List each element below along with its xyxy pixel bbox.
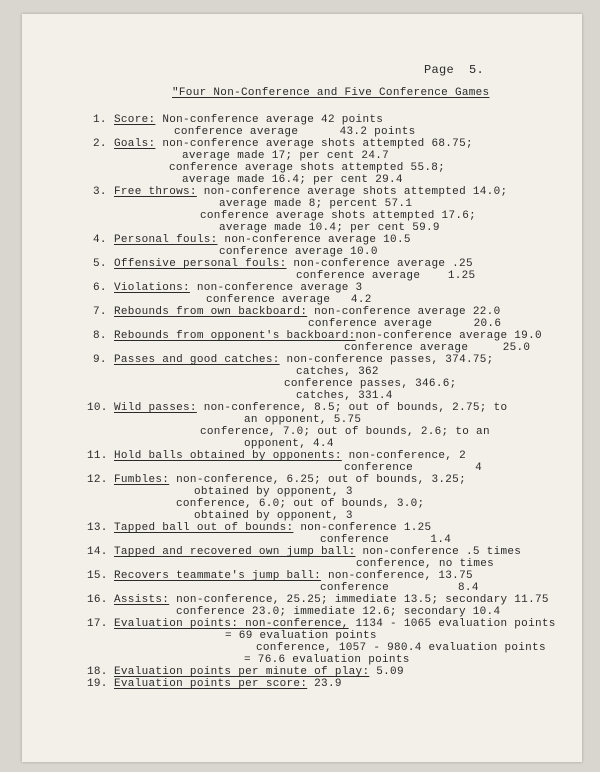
- item-10-number: 10.: [87, 402, 108, 414]
- item-1-number: 1.: [93, 114, 107, 126]
- item-3-line: non-conference average shots attempted 14.0;: [196, 186, 508, 198]
- item-11-line: non-conference, 2: [341, 450, 466, 462]
- item-12-number: 12.: [87, 474, 108, 486]
- item-16: [114, 594, 549, 606]
- item-13-line: non-conference 1.25: [293, 522, 432, 534]
- item-3-label: Free throws:: [114, 186, 197, 198]
- item-8-line: non-conference average 19.0: [355, 330, 542, 342]
- item-11-label: Hold balls obtained by opponents:: [114, 450, 342, 462]
- item-17-line: = 76.6 evaluation points: [244, 654, 410, 666]
- item-2-label: Goals:: [114, 138, 156, 150]
- page-number: Page 5.: [424, 63, 485, 77]
- item-15-line: non-conference, 13.75: [321, 570, 473, 582]
- item-1-label: Score:: [114, 114, 156, 126]
- item-11-number: 11.: [87, 450, 108, 462]
- item-8-line: conference average 25.0: [344, 342, 531, 354]
- item-19-line: 23.9: [307, 678, 342, 690]
- item-4: [114, 234, 411, 246]
- item-12: [114, 474, 466, 486]
- item-6-label: Violations:: [114, 282, 190, 294]
- item-17-line: 1134 - 1065 evaluation points: [348, 618, 556, 630]
- item-9: [114, 354, 494, 366]
- item-19: [114, 678, 342, 690]
- item-14-line: conference, no times: [356, 558, 495, 570]
- item-7-number: 7.: [93, 306, 107, 318]
- item-1: [114, 114, 383, 126]
- item-14-number: 14.: [87, 546, 108, 558]
- item-9-line: conference passes, 346.6;: [284, 378, 457, 390]
- item-10-line: an opponent, 5.75: [244, 414, 362, 426]
- item-2: [114, 138, 473, 150]
- item-12-line: conference, 6.0; out of bounds, 3.0;: [176, 498, 425, 510]
- item-7-label: Rebounds from own backboard:: [114, 306, 308, 318]
- item-9-label: Passes and good catches:: [114, 354, 280, 366]
- item-11: [114, 450, 466, 462]
- item-4-number: 4.: [93, 234, 107, 246]
- item-4-line: non-conference average 10.5: [217, 234, 411, 246]
- item-8-label: Rebounds from opponent's backboard:: [114, 330, 356, 342]
- item-13-number: 13.: [87, 522, 108, 534]
- item-18-number: 18.: [87, 666, 108, 678]
- item-8-number: 8.: [93, 330, 107, 342]
- item-15-number: 15.: [87, 570, 108, 582]
- item-6-line: conference average 4.2: [206, 294, 372, 306]
- item-14: [114, 546, 521, 558]
- item-2-line: conference average shots attempted 55.8;: [169, 162, 446, 174]
- item-7-line: conference average 20.6: [308, 318, 502, 330]
- item-11-line: conference 4: [344, 462, 483, 474]
- document-title: "Four Non-Conference and Five Conference Games: [172, 87, 490, 99]
- item-5-label: Offensive personal fouls:: [114, 258, 287, 270]
- item-16-line: conference 23.0; immediate 12.6; secondary 10.4: [176, 606, 501, 618]
- item-18-label: Evaluation points per minute of play:: [114, 666, 370, 678]
- item-5-line: non-conference average .25: [286, 258, 473, 270]
- item-7: [114, 306, 500, 318]
- item-16-label: Assists:: [114, 594, 170, 606]
- item-17-label: Evaluation points: non-conference,: [114, 618, 349, 630]
- item-6: [114, 282, 362, 294]
- item-18: [114, 666, 404, 678]
- item-3-number: 3.: [93, 186, 107, 198]
- item-3-line: conference average shots attempted 17.6;: [200, 210, 477, 222]
- item-6-line: non-conference average 3: [189, 282, 363, 294]
- item-1-line: conference average 43.2 points: [174, 126, 416, 138]
- item-3-line: average made 10.4; per cent 59.9: [219, 222, 440, 234]
- item-5-line: conference average 1.25: [296, 270, 476, 282]
- item-2-line: average made 17; per cent 24.7: [182, 150, 390, 162]
- item-10-line: non-conference, 8.5; out of bounds, 2.75; to: [196, 402, 508, 414]
- item-4-label: Personal fouls:: [114, 234, 218, 246]
- item-2-number: 2.: [93, 138, 107, 150]
- item-10-label: Wild passes:: [114, 402, 197, 414]
- item-5-number: 5.: [93, 258, 107, 270]
- item-10: [114, 402, 507, 414]
- item-8: [114, 330, 542, 342]
- item-12-line: non-conference, 6.25; out of bounds, 3.25;: [169, 474, 466, 486]
- item-15: [114, 570, 473, 582]
- item-13: [114, 522, 431, 534]
- item-17-line: conference, 1057 - 980.4 evaluation points: [256, 642, 546, 654]
- item-3-line: average made 8; percent 57.1: [219, 198, 413, 210]
- item-2-line: average made 16.4; per cent 29.4: [182, 174, 403, 186]
- item-17-line: = 69 evaluation points: [225, 630, 377, 642]
- item-18-line: 5.09: [369, 666, 404, 678]
- item-2-line: non-conference average shots attempted 68.75;: [155, 138, 473, 150]
- item-6-number: 6.: [93, 282, 107, 294]
- item-9-number: 9.: [93, 354, 107, 366]
- item-1-line: Non-conference average 42 points: [155, 114, 384, 126]
- document-page: [22, 14, 582, 762]
- item-4-line: conference average 10.0: [219, 246, 378, 258]
- item-10-line: opponent, 4.4: [244, 438, 334, 450]
- item-15-line: conference 8.4: [320, 582, 479, 594]
- item-7-line: non-conference average 22.0: [307, 306, 501, 318]
- item-19-number: 19.: [87, 678, 108, 690]
- item-13-label: Tapped ball out of bounds:: [114, 522, 294, 534]
- item-13-line: conference 1.4: [320, 534, 452, 546]
- item-9-line: catches, 331.4: [296, 390, 393, 402]
- item-17: [114, 618, 556, 630]
- item-14-label: Tapped and recovered own jump ball:: [114, 546, 356, 558]
- item-17-number: 17.: [87, 618, 108, 630]
- item-10-line: conference, 7.0; out of bounds, 2.6; to an: [200, 426, 490, 438]
- item-19-label: Evaluation points per score:: [114, 678, 308, 690]
- item-15-label: Recovers teammate's jump ball:: [114, 570, 322, 582]
- item-16-number: 16.: [87, 594, 108, 606]
- item-16-line: non-conference, 25.25; immediate 13.5; secondary 11.75: [169, 594, 549, 606]
- item-12-label: Fumbles:: [114, 474, 170, 486]
- item-14-line: non-conference .5 times: [355, 546, 522, 558]
- item-12-line: obtained by opponent, 3: [194, 510, 353, 522]
- item-9-line: non-conference passes, 374.75;: [279, 354, 494, 366]
- item-12-line: obtained by opponent, 3: [194, 486, 353, 498]
- item-9-line: catches, 362: [296, 366, 379, 378]
- item-5: [114, 258, 473, 270]
- item-3: [114, 186, 507, 198]
